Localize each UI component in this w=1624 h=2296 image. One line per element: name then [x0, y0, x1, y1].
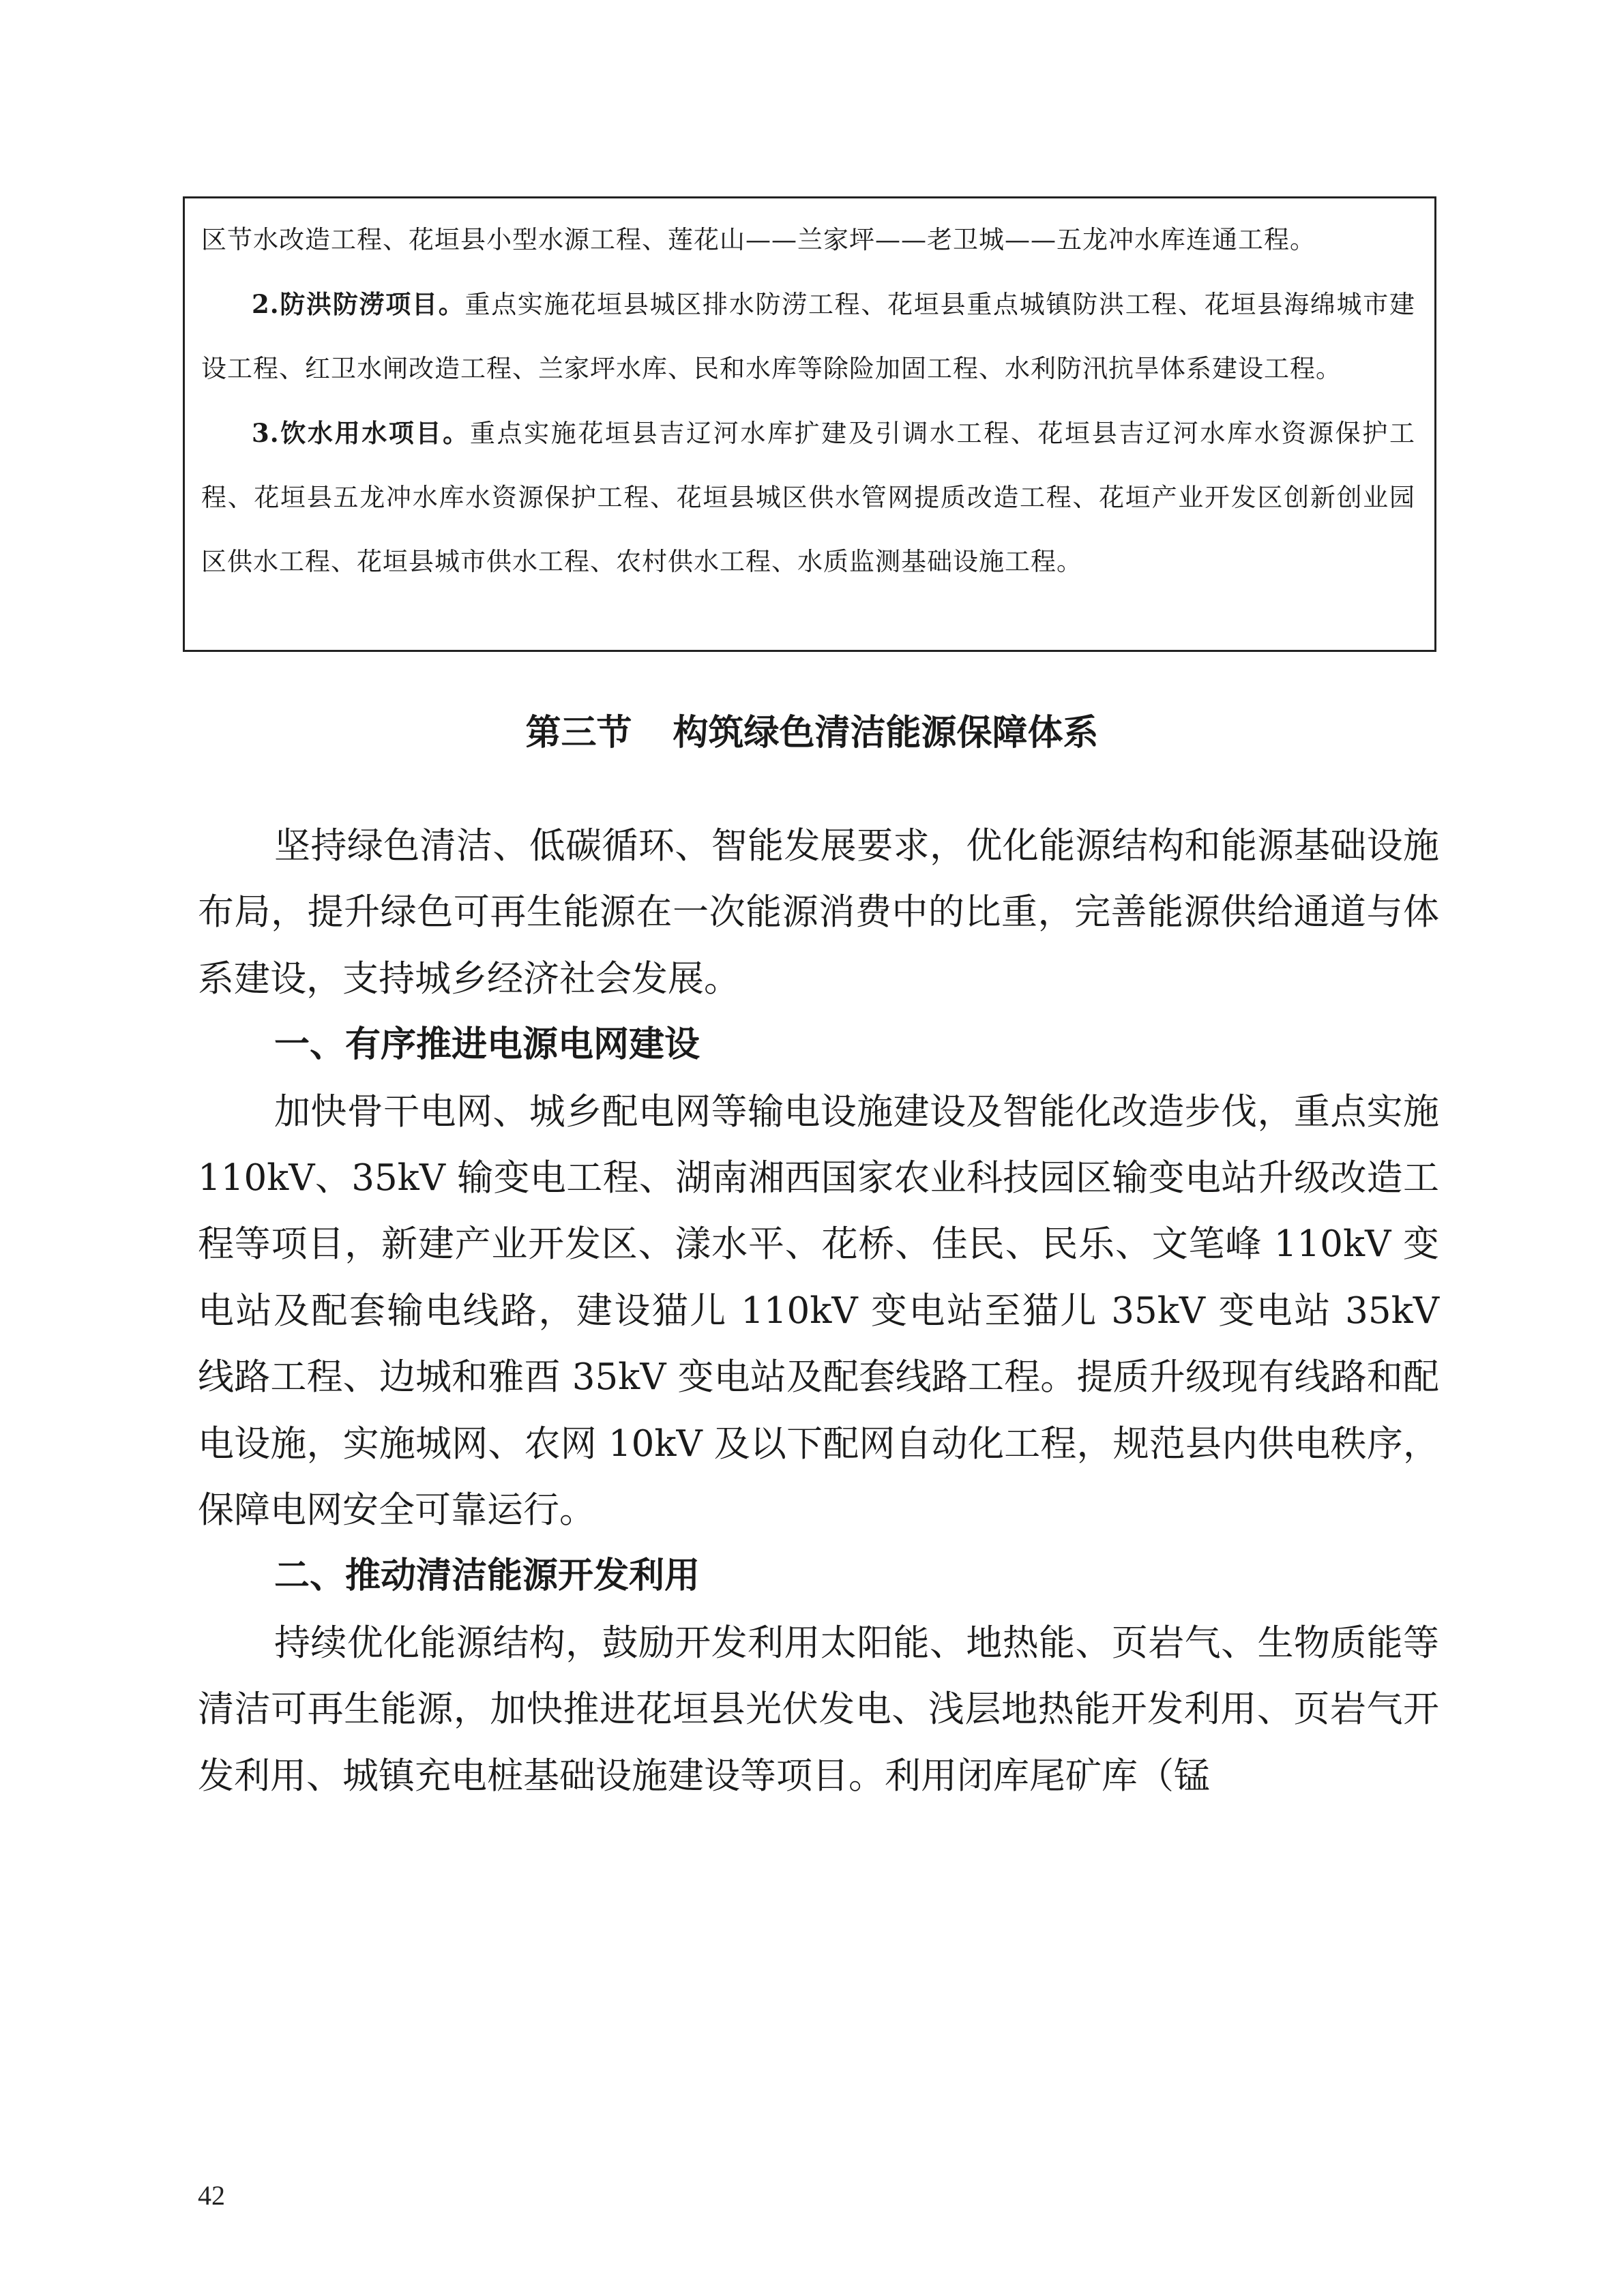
- box-item-flood-control: [201, 272, 1415, 401]
- intro-paragraph: 坚持绿色清洁、低碳循环、智能发展要求，优化能源结构和能源基础设施布局，提升绿色可再生能源在一次能源消费中的比重，完善能源供给通道与体系建设，支持城乡经济社会发展。: [198, 825, 1439, 1000]
- section-number: 第三节: [525, 713, 632, 754]
- section-title-text: 构筑绿色清洁能源保障体系: [673, 713, 1099, 754]
- box-item-water-supply: [201, 401, 1415, 594]
- page-number: 42: [198, 2180, 225, 2211]
- subheading-clean-energy: 二、推动清洁能源开发利用: [274, 1555, 700, 1597]
- section-title: [0, 706, 1624, 760]
- project-box: [183, 196, 1436, 652]
- box-item-title: 2.防洪防涝项目。: [252, 289, 465, 319]
- body-text: [198, 813, 1439, 1809]
- subheading-power-grid: 一、有序推进电源电网建设: [274, 1024, 700, 1066]
- box-item-title: 3.饮水用水项目。: [252, 418, 470, 448]
- box-continuation-text: 区节水改造工程、花垣县小型水源工程、莲花山——兰家坪——老卫城——五龙冲水库连通工程。: [201, 225, 1316, 254]
- box-item-text: 重点实施花垣县吉辽河水库扩建及引调水工程、花垣县吉辽河水库水资源保护工程、花垣县五龙冲水库水资源保护工程、花垣县城区供水管网提质改造工程、花垣产业开发区创新创业园区供水工程、花垣县城市供水工程、农村供水工程、水质监测基础设施工程。: [201, 419, 1415, 576]
- box-item-text: 重点实施花垣县城区排水防涝工程、花垣县重点城镇防洪工程、花垣县海绵城市建设工程、红卫水闸改造工程、兰家坪水库、民和水库等除险加固工程、水利防汛抗旱体系建设工程。: [201, 290, 1415, 383]
- paragraph-power-grid: 加快骨干电网、城乡配电网等输电设施建设及智能化改造步伐，重点实施 110kV、35kV 输变电工程、湖南湘西国家农业科技园区输变电站升级改造工程等项目，新建产业开发区、漾水平、花桥、佳民、民乐、文笔峰 110kV 变电站及配套输电线路，建设猫儿 110kV 变电站至猫儿 35kV 变电站 35kV 线路工程、边城和雅酉 35kV 变电站及配套线路工程。提质升级现有线路和配电设施，实施城网、农网 10kV 及以下配网自动化工程，规范县内供电秩序，保障电网安全可靠运行。: [198, 1090, 1439, 1532]
- paragraph-clean-energy: 持续优化能源结构，鼓励开发利用太阳能、地热能、页岩气、生物质能等清洁可再生能源，加快推进花垣县光伏发电、浅层地热能开发利用、页岩气开发利用、城镇充电桩基础设施建设等项目。利用闭库尾矿库（锰: [198, 1622, 1439, 1797]
